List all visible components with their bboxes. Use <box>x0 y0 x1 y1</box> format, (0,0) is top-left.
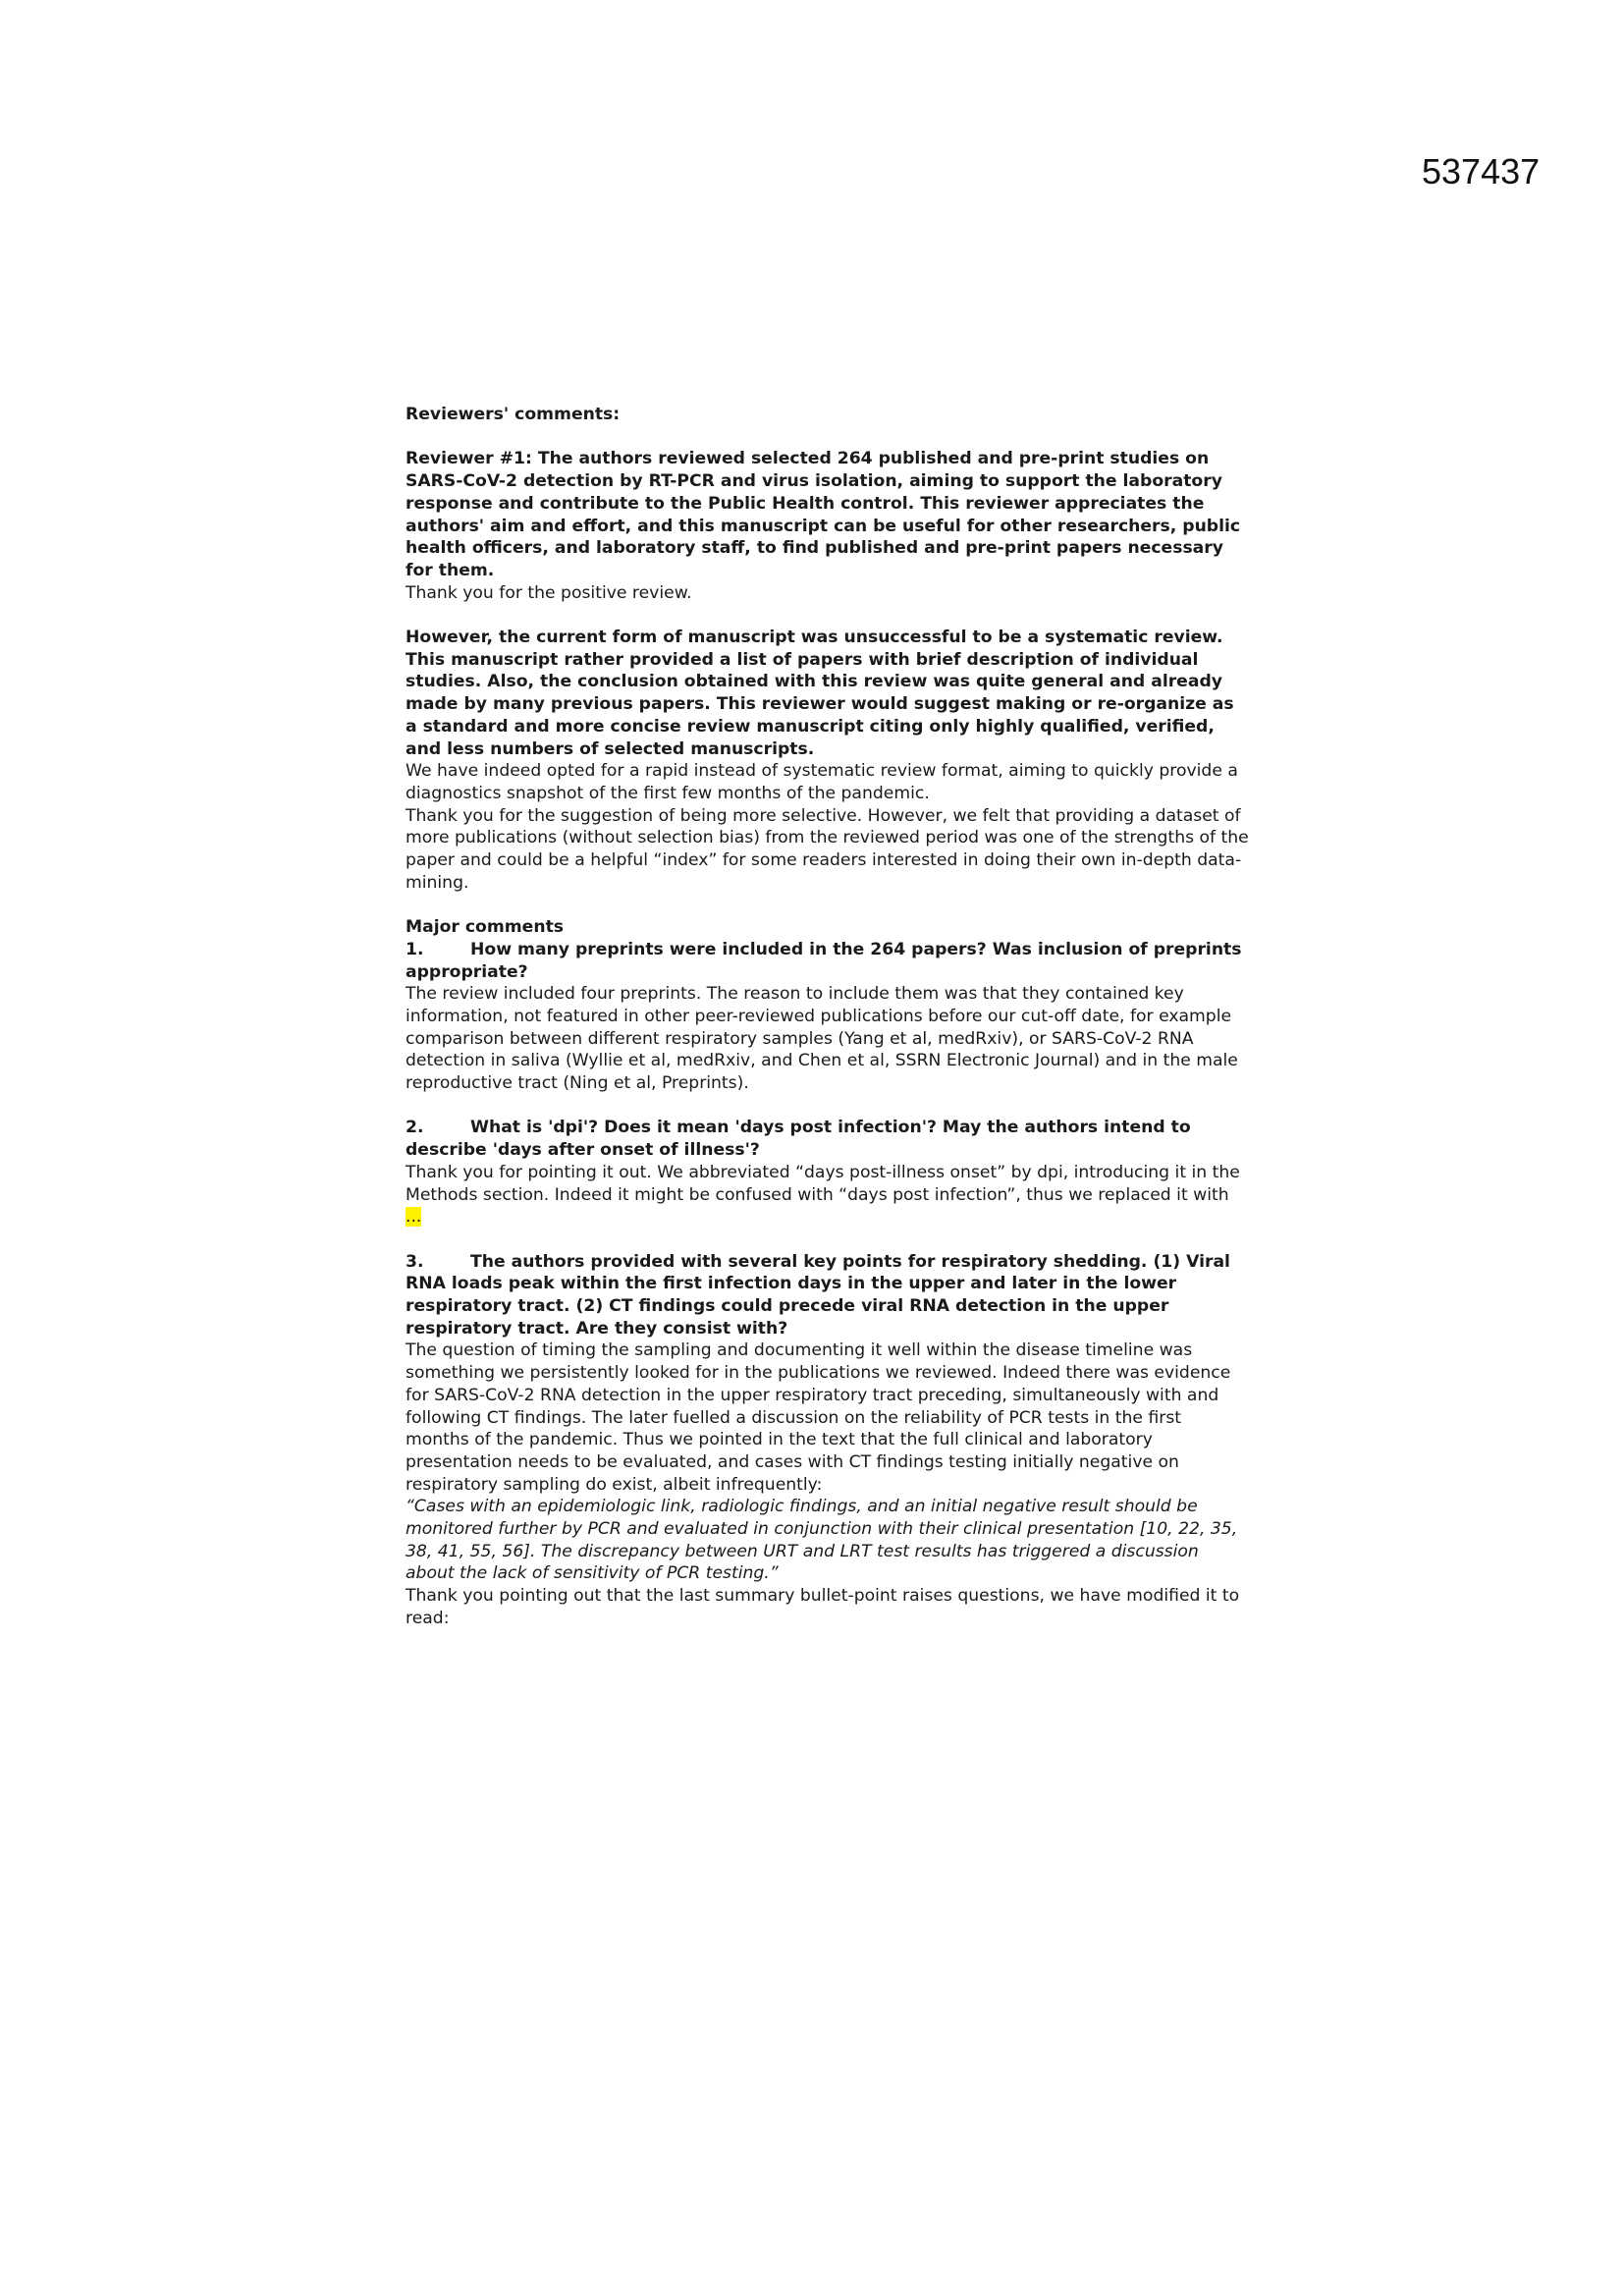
comment-1-answer: The review included four preprints. The reason to include them was that they contained key information, not featured in other peer-reviewed publications before our cut-off date, for example comparison between different respiratory samples (Yang et al, medRxiv), or SARS-CoV-2 RNA detection in saliva (Wyllie et al, medRxiv, and Chen et al, SSRN Electronic Journal) and in the male reproductive tract (Ning et al, Preprints). <box>406 984 1238 1094</box>
comment-2-answer <box>406 1162 1250 1229</box>
question-text: The authors provided with several key points for respiratory shedding. (1) Viral RNA loads peak within the first infection days in the upper and later in the lower respiratory tract. (2) CT findings could precede viral RNA detection in the upper respiratory tract. Are they consist with? <box>406 1251 1230 1339</box>
comment-3-answer: The question of timing the sampling and documenting it well within the disease timeline was something we persistently looked for in the publications we reviewed. Indeed there was evidence for SARS-CoV-2 RNA detection in the upper respiratory tract preceding, simultaneously with and following CT findings. The later fuelled a discussion on the reliability of PCR tests in the first months of the pandemic. Thus we pointed in the text that the full clinical and laboratory presentation needs to be evaluated, and cases with CT findings testing initially negative on respiratory sampling do exist, albeit infrequently: <box>406 1340 1231 1495</box>
heading: Reviewers' comments: <box>406 405 621 424</box>
comment-2-question <box>406 1117 1250 1161</box>
comment-number: 3. <box>406 1251 424 1272</box>
major-comments-heading: Major comments <box>406 917 565 938</box>
document-id: 537437 <box>1422 151 1541 191</box>
reviewer1-concern: However, the current form of manuscript was unsuccessful to be a systematic review. This manuscript rather provided a list of papers with brief description of individual studies. Also, the conclusion obtained with this review was quite general and already made by many previous papers. This reviewer would suggest making or re-organize as a standard and more concise review manuscript citing only highly qualified, verified, and less numbers of selected manuscripts. <box>406 628 1234 759</box>
response-concern-2: Thank you for the suggestion of being more selective. However, we felt that providing a dataset of more publications (without selection bias) from the reviewed period was one of the strengths of the paper and could be a helpful “index” for some readers interested in doing their own in-depth data-mining. <box>406 805 1249 893</box>
review-content <box>406 404 1250 1630</box>
comment-3-closing: Thank you pointing out that the last summary bullet-point raises questions, we have modified it to read: <box>406 1586 1240 1628</box>
answer-text: Thank you for pointing it out. We abbreviated “days post-illness onset” by dpi, introducing it in the Methods section. Indeed it might be confused with “days post infection”, thus we replaced it with <box>406 1162 1240 1205</box>
reviewer1-intro: Reviewer #1: The authors reviewed selected 264 published and pre-print studies on SARS-CoV-2 detection by RT-PCR and virus isolation, aiming to support the laboratory response and contribute to the Public Health control. This reviewer appreciates the authors' aim and effort, and this manuscript can be useful for other researchers, public health officers, and laboratory staff, to find published and pre-print papers necessary for them. <box>406 449 1241 580</box>
comment-number: 1. <box>406 939 424 959</box>
comment-1-question <box>406 939 1250 983</box>
highlighted-placeholder: ... <box>406 1207 422 1228</box>
comment-number: 2. <box>406 1118 424 1138</box>
response-concern-1: We have indeed opted for a rapid instead of systematic review format, aiming to quickly provide a diagnostics snapshot of the first few months of the pandemic. <box>406 761 1238 803</box>
response-intro: Thank you for the positive review. <box>406 582 692 603</box>
comment-3-question <box>406 1251 1250 1340</box>
question-text: How many preprints were included in the 264 papers? Was inclusion of preprints appropriate? <box>406 939 1242 982</box>
comment-3-quote: “Cases with an epidemiologic link, radiologic findings, and an initial negative result should be monitored further by PCR and evaluated in conjunction with their clinical presentation [10, 22, 35, 38, 41, 55, 56]. The discrepancy between URT and LRT test results has triggered a discussion about the lack of sensitivity of PCR testing.” <box>406 1497 1238 1584</box>
question-text: What is 'dpi'? Does it mean 'days post infection'? May the authors intend to describe 'days after onset of illness'? <box>406 1118 1191 1161</box>
